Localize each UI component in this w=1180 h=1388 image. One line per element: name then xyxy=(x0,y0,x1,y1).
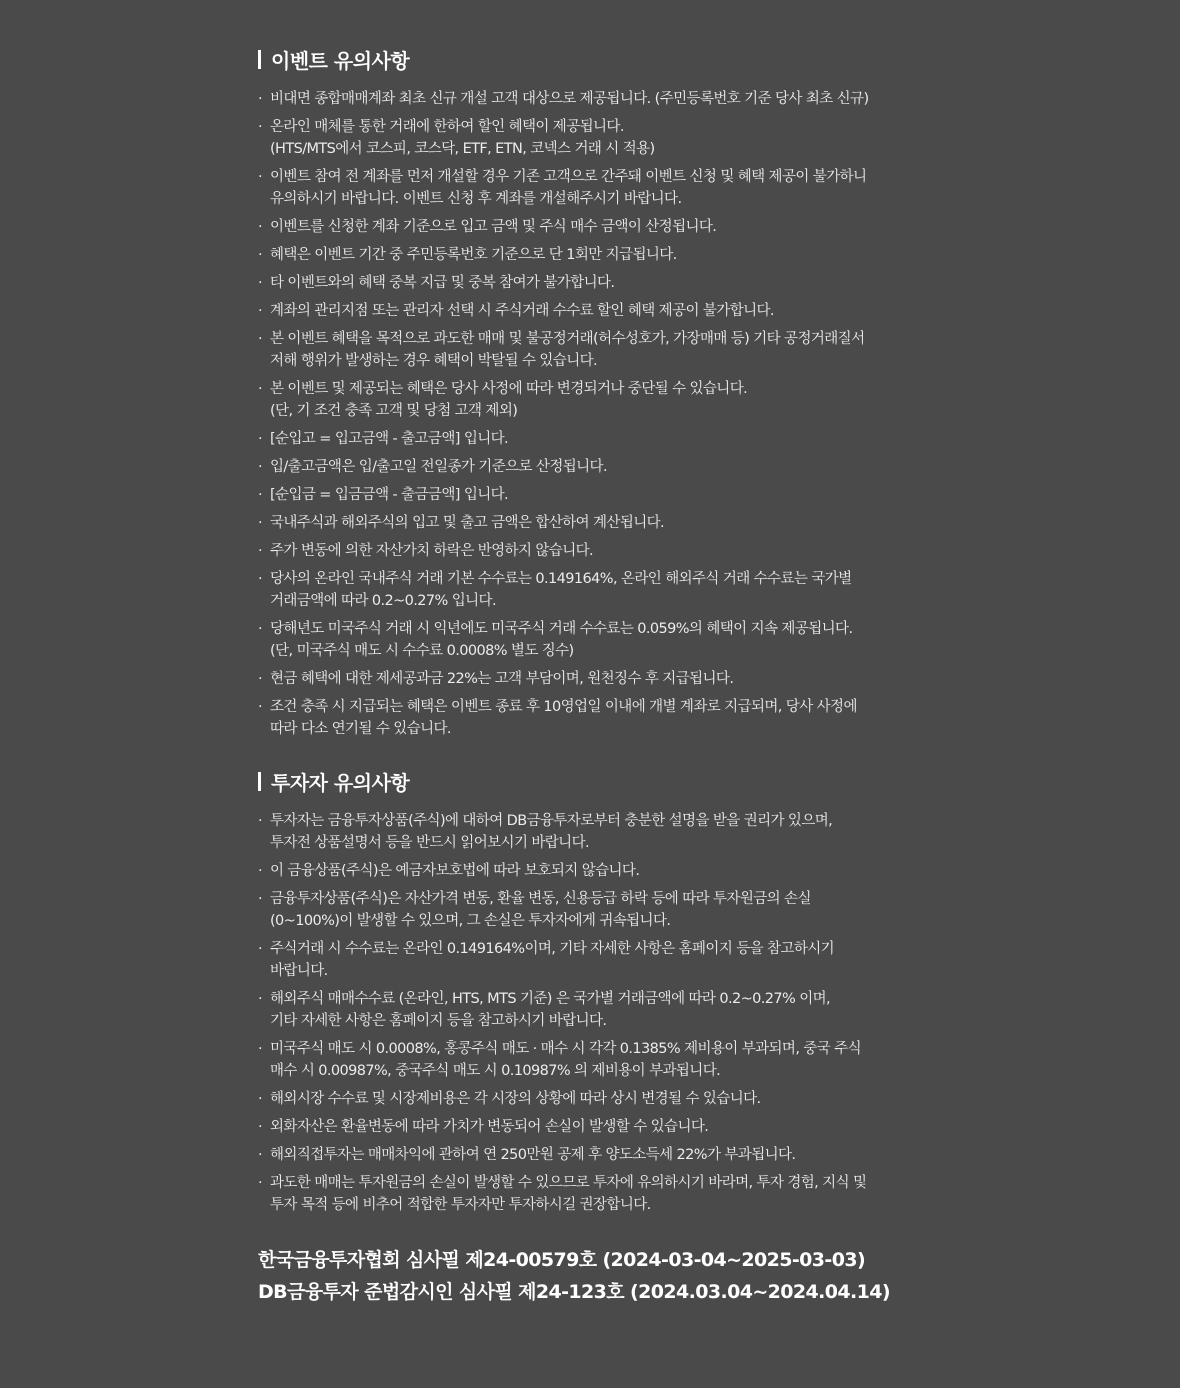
list-item-line: · 과도한 매매는 투자원금의 손실이 발생할 수 있으므로 투자에 유의하시기 바라며, 투자 경험, 지식 및 xyxy=(270,1175,867,1191)
list-item-line: 매수 시 0.00987%, 중국주식 매도 시 0.10987% 의 제비용이 부과됩니다. xyxy=(270,1063,721,1079)
list-item xyxy=(258,512,918,534)
list-item xyxy=(258,860,918,882)
list-item-line: 투자전 상품설명서 등을 반드시 읽어보시기 바랍니다. xyxy=(270,835,590,851)
title-bar-icon xyxy=(258,50,261,69)
list-item-line: · [순입고 = 입고금액 - 출고금액] 입니다. xyxy=(270,431,509,447)
list-item xyxy=(258,938,918,982)
compliance-review-number: DB금융투자 준법감시인 심사필 제24-123호 (2024.03.04~2024.04.14) xyxy=(258,1281,890,1303)
list-item-line: 따라 다소 연기될 수 있습니다. xyxy=(270,721,451,737)
list-item-line: · 외화자산은 환율변동에 따라 가치가 변동되어 손실이 발생할 수 있습니다. xyxy=(270,1119,709,1135)
list-item-line: 바랍니다. xyxy=(270,963,328,979)
list-item xyxy=(258,696,918,740)
list-item xyxy=(258,568,918,612)
list-item-line: · 본 이벤트 혜택을 목적으로 과도한 매매 및 불공정거래(허수성호가, 가장매매 등) 기타 공정거래질서 xyxy=(270,331,865,347)
list-item-line: · 해외시장 수수료 및 시장제비용은 각 시장의 상황에 따라 상시 변경될 수 있습니다. xyxy=(270,1091,761,1107)
list-item-line: · 타 이벤트와의 혜택 중복 지급 및 중복 참여가 불가합니다. xyxy=(270,275,615,291)
review-approval-footer xyxy=(258,1244,918,1308)
list-item-line: · 입/출고금액은 입/출고일 전일종가 기준으로 산정됩니다. xyxy=(270,459,607,475)
list-item-line: · 당사의 온라인 국내주식 거래 기본 수수료는 0.149164%, 온라인 해외주식 거래 수수료는 국가별 xyxy=(270,571,852,587)
list-item xyxy=(258,456,918,478)
list-item xyxy=(258,216,918,238)
list-item xyxy=(258,328,918,372)
list-item-line: · 현금 혜택에 대한 제세공과금 22%는 고객 부담이며, 원천징수 후 지급됩니다. xyxy=(270,671,734,687)
list-item-line: · 온라인 매체를 통한 거래에 한하여 할인 혜택이 제공됩니다. xyxy=(270,119,624,135)
list-item xyxy=(258,668,918,690)
list-item-line: · 이벤트를 신청한 계좌 기준으로 입고 금액 및 주식 매수 금액이 산정됩니다. xyxy=(270,219,717,235)
list-item xyxy=(258,484,918,506)
list-item-line: 거래금액에 따라 0.2~0.27% 입니다. xyxy=(270,593,496,609)
list-item xyxy=(258,1144,918,1166)
list-item-line: · 이 금융상품(주식)은 예금자보호법에 따라 보호되지 않습니다. xyxy=(270,863,640,879)
list-item-line: · 비대면 종합매매계좌 최초 신규 개설 고객 대상으로 제공됩니다. (주민등록번호 기준 당사 최초 신규) xyxy=(270,91,869,107)
list-item-line: · 투자자는 금융투자상품(주식)에 대하여 DB금융투자로부터 충분한 설명을 받을 권리가 있으며, xyxy=(270,813,833,829)
list-item xyxy=(258,88,918,110)
event-notice-title-text: 이벤트 유의사항 xyxy=(271,48,410,73)
list-item xyxy=(258,166,918,210)
list-item-line: 기타 자세한 사항은 홈페이지 등을 참고하시기 바랍니다. xyxy=(270,1013,607,1029)
list-item-line: · 미국주식 매도 시 0.0008%, 홍콩주식 매도 · 매수 시 각각 0.1385% 제비용이 부과되며, 중국 주식 xyxy=(270,1041,861,1057)
list-item-line: · 본 이벤트 및 제공되는 혜택은 당사 사정에 따라 변경되거나 중단될 수 있습니다. xyxy=(270,381,748,397)
list-item-line: · 조건 충족 시 지급되는 혜택은 이벤트 종료 후 10영업일 이내에 개별 계좌로 지급되며, 당사 사정에 xyxy=(270,699,857,715)
list-item-line: · 이벤트 참여 전 계좌를 먼저 개설할 경우 기존 고객으로 간주돼 이벤트 신청 및 혜택 제공이 불가하니 xyxy=(270,169,867,185)
list-item xyxy=(258,272,918,294)
list-item-line: (0~100%)이 발생할 수 있으며, 그 손실은 투자자에게 귀속됩니다. xyxy=(270,913,671,929)
list-item-line: · 해외직접투자는 매매차익에 관하여 연 250만원 공제 후 양도소득세 22%가 부과됩니다. xyxy=(270,1147,796,1163)
event-notice-title xyxy=(258,44,918,74)
list-item xyxy=(258,1088,918,1110)
investor-notice-title xyxy=(258,766,918,796)
list-item xyxy=(258,988,918,1032)
list-item-line: 저해 행위가 발생하는 경우 혜택이 박탈될 수 있습니다. xyxy=(270,353,598,369)
list-item-line: 유의하시기 바랍니다. 이벤트 신청 후 계좌를 개설해주시기 바랍니다. xyxy=(270,191,682,207)
list-item-line: · 주가 변동에 의한 자산가치 하락은 반영하지 않습니다. xyxy=(270,543,594,559)
list-item-line: · 계좌의 관리지점 또는 관리자 선택 시 주식거래 수수료 할인 혜택 제공이 불가합니다. xyxy=(270,303,774,319)
event-notice-section xyxy=(258,44,918,740)
title-bar-icon xyxy=(258,772,261,791)
list-item xyxy=(258,888,918,932)
kofia-review-number: 한국금융투자협회 심사필 제24-00579호 (2024-03-04~2025-03-03) xyxy=(258,1249,866,1271)
list-item-line: · 주식거래 시 수수료는 온라인 0.149164%이며, 기타 자세한 사항은 홈페이지 등을 참고하시기 xyxy=(270,941,835,957)
list-item xyxy=(258,810,918,854)
list-item-line: (HTS/MTS에서 코스피, 코스닥, ETF, ETN, 코넥스 거래 시 적용) xyxy=(270,141,655,157)
investor-notice-title-text: 투자자 유의사항 xyxy=(271,770,410,795)
list-item-line: · 해외주식 매매수수료 (온라인, HTS, MTS 기준) 은 국가별 거래금액에 따라 0.2~0.27% 이며, xyxy=(270,991,831,1007)
list-item-line: · [순입금 = 입금금액 - 출금금액] 입니다. xyxy=(270,487,509,503)
list-item xyxy=(258,1172,918,1216)
list-item xyxy=(258,428,918,450)
list-item xyxy=(258,618,918,662)
list-item xyxy=(258,244,918,266)
list-item xyxy=(258,378,918,422)
investor-notice-list xyxy=(258,810,918,1216)
list-item-line: (단, 미국주식 매도 시 수수료 0.0008% 별도 징수) xyxy=(270,643,574,659)
list-item xyxy=(258,1038,918,1082)
list-item-line: (단, 기 조건 충족 고객 및 당첨 고객 제외) xyxy=(270,403,518,419)
event-notice-list xyxy=(258,88,918,740)
list-item-line: 투자 목적 등에 비추어 적합한 투자자만 투자하시길 권장합니다. xyxy=(270,1197,651,1213)
list-item xyxy=(258,116,918,160)
list-item xyxy=(258,300,918,322)
list-item xyxy=(258,540,918,562)
list-item-line: · 국내주식과 해외주식의 입고 및 출고 금액은 합산하여 계산됩니다. xyxy=(270,515,665,531)
notice-container xyxy=(258,44,918,1308)
list-item-line: · 혜택은 이벤트 기간 중 주민등록번호 기준으로 단 1회만 지급됩니다. xyxy=(270,247,677,263)
list-item xyxy=(258,1116,918,1138)
list-item-line: · 당해년도 미국주식 거래 시 익년에도 미국주식 거래 수수료는 0.059%의 혜택이 지속 제공됩니다. xyxy=(270,621,853,637)
list-item-line: · 금융투자상품(주식)은 자산가격 변동, 환율 변동, 신용등급 하락 등에 따라 투자원금의 손실 xyxy=(270,891,811,907)
investor-notice-section xyxy=(258,766,918,1216)
